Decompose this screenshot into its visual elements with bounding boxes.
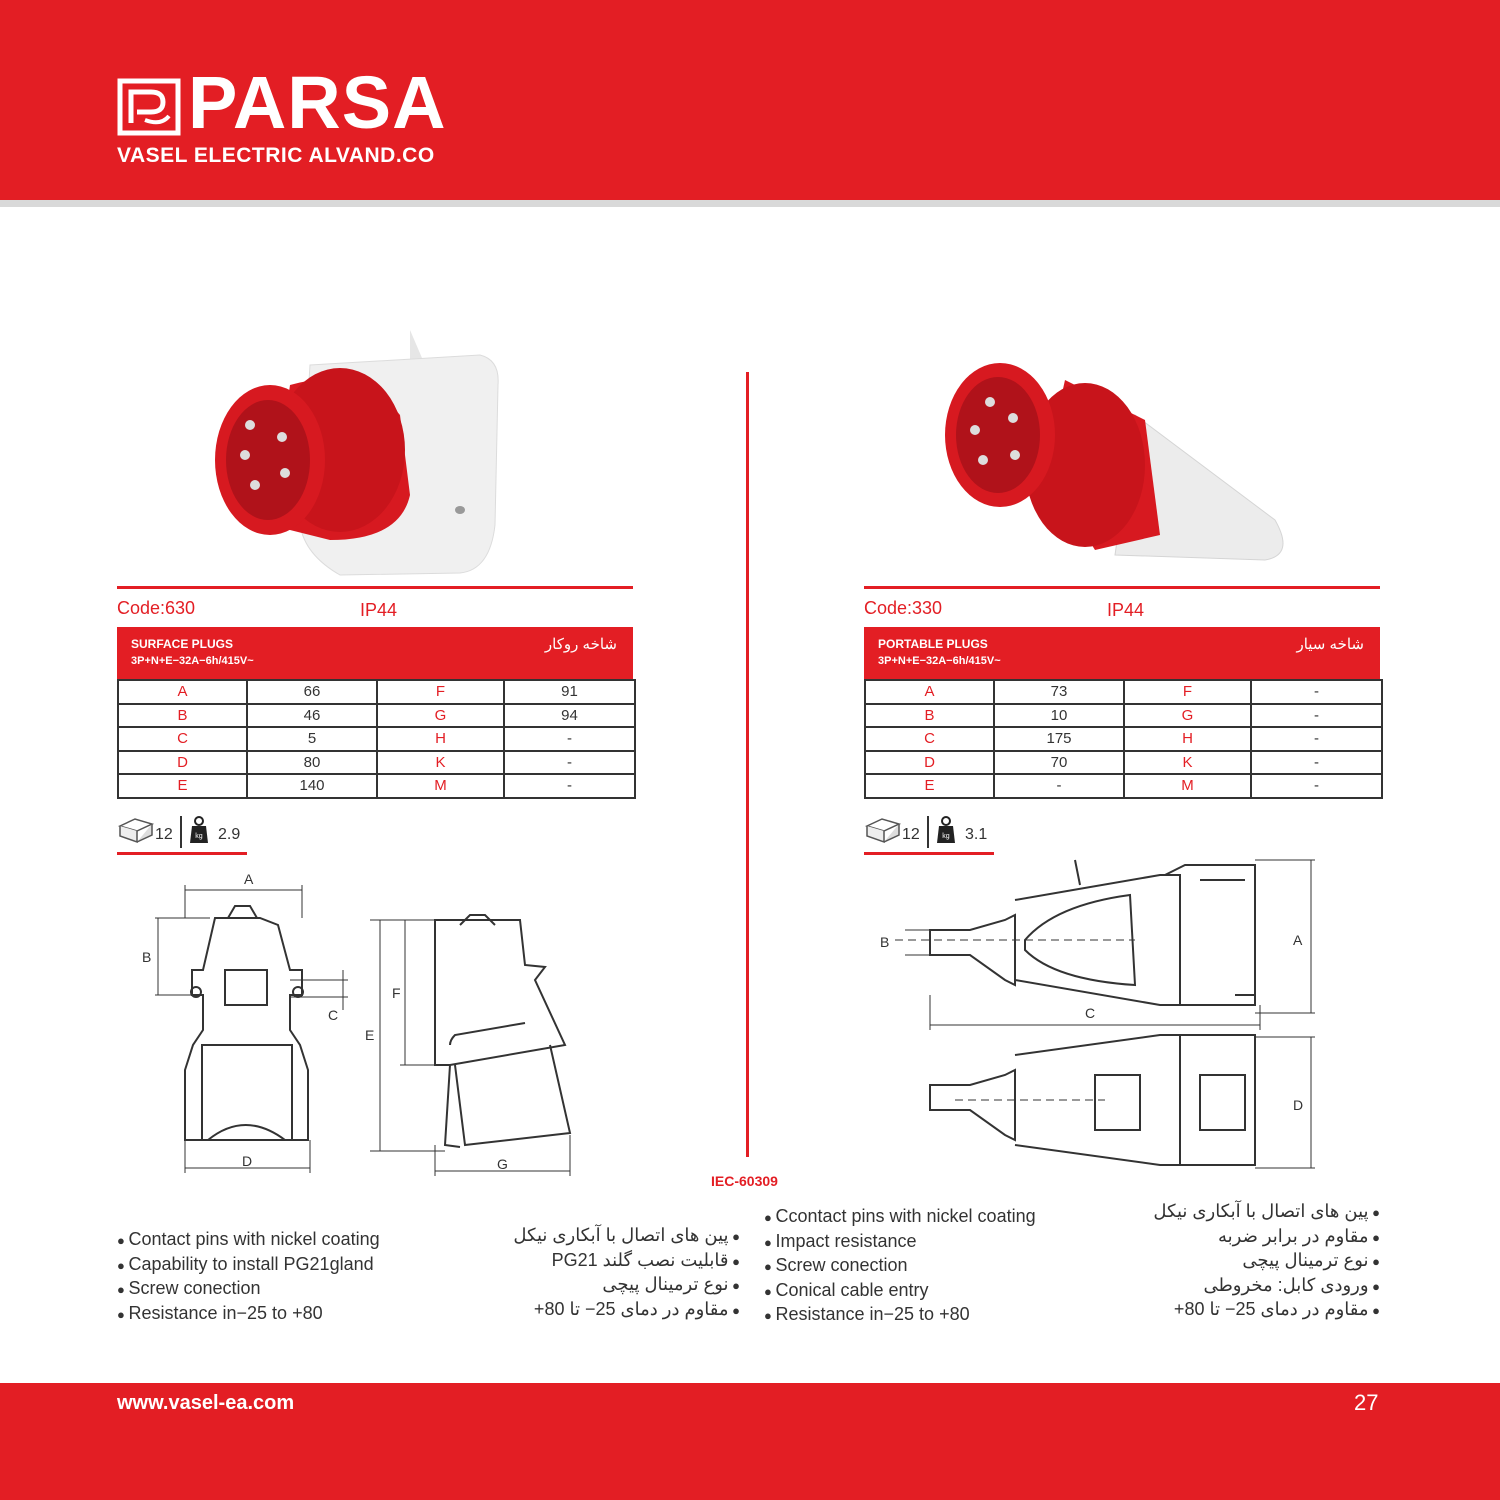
dim-label: D	[865, 751, 994, 775]
weight-value: 2.9	[218, 826, 241, 843]
dim-label: M	[1124, 774, 1251, 798]
box-icon	[117, 814, 155, 844]
dim-value: -	[504, 751, 635, 775]
product-rating: 3P+N+E−32A−6h/415V~	[131, 655, 254, 667]
header-divider	[0, 200, 1500, 207]
dim-value: 5	[247, 727, 377, 751]
dim-label: C	[865, 727, 994, 751]
list-item: ● Ccontact pins with nickel coating	[764, 1205, 1084, 1230]
product-name: PORTABLE PLUGS	[878, 637, 988, 651]
list-item: ● Screw conection	[764, 1254, 1084, 1279]
pack-quantity: 12	[155, 826, 173, 843]
box-icon	[864, 814, 902, 844]
features-en-list	[117, 1228, 447, 1326]
table-row	[118, 774, 635, 798]
dim-e-label: E	[365, 1027, 375, 1043]
dim-label: E	[865, 774, 994, 798]
list-item: ● نوع ترمینال پیچی	[1090, 1249, 1380, 1274]
standard-label: IEC-60309	[711, 1173, 778, 1189]
spec-top-rule	[864, 586, 1380, 589]
dim-label: A	[865, 680, 994, 704]
weight-icon	[189, 816, 209, 844]
list-item: ● ورودی کابل: مخروطی	[1090, 1274, 1380, 1299]
list-item: ● نوع ترمینال پیچی	[440, 1273, 740, 1298]
list-item: ● Resistance in−25 to +80	[117, 1302, 447, 1327]
dim-label: K	[1124, 751, 1251, 775]
dim-value: -	[1251, 751, 1382, 775]
table-row	[865, 774, 1382, 798]
dim-label: G	[377, 704, 504, 728]
table-row	[118, 751, 635, 775]
dim-b-label: B	[142, 949, 152, 965]
dim-value: -	[504, 774, 635, 798]
table-row	[118, 680, 635, 704]
dim-value: 80	[247, 751, 377, 775]
dim-c-label: C	[328, 1007, 339, 1023]
page-number: 27	[1354, 1390, 1379, 1415]
ip-rating: IP44	[1107, 600, 1145, 620]
spec-header	[864, 627, 1380, 679]
dim-c-label: C	[1085, 1005, 1096, 1021]
dimensions-table	[864, 679, 1383, 799]
dim-d-label: D	[1293, 1097, 1304, 1113]
features-fa-list	[1090, 1200, 1380, 1323]
dimensions-table	[117, 679, 636, 799]
dim-b-label: B	[880, 934, 890, 950]
dim-label: D	[118, 751, 247, 775]
dim-value: 140	[247, 774, 377, 798]
dim-a-label: A	[1293, 932, 1303, 948]
dim-value: 94	[504, 704, 635, 728]
portable-plug-drawing	[875, 855, 1315, 1173]
dim-value: 91	[504, 680, 635, 704]
dim-a-label: A	[244, 871, 254, 887]
list-item: ● مقاوم در دمای 25− تا 80+	[440, 1298, 740, 1323]
dim-value: 70	[994, 751, 1124, 775]
dim-value: -	[994, 774, 1124, 798]
dim-label: H	[1124, 727, 1251, 751]
dim-label: A	[118, 680, 247, 704]
surface-plug-photo	[210, 325, 510, 580]
list-item: ● Screw conection	[117, 1277, 447, 1302]
list-item: ● قابلیت نصب گلند PG21	[440, 1249, 740, 1274]
table-row	[865, 751, 1382, 775]
table-row	[118, 727, 635, 751]
company-name: VASEL ELECTRIC ALVAND.CO	[117, 144, 435, 167]
dim-value: -	[1251, 727, 1382, 751]
spec-top-rule	[117, 586, 633, 589]
list-item: ● Impact resistance	[764, 1230, 1084, 1255]
portable-plug-photo	[945, 360, 1295, 575]
dim-label: M	[377, 774, 504, 798]
features-fa-list	[440, 1224, 740, 1322]
dim-label: F	[377, 680, 504, 704]
product-name: SURFACE PLUGS	[131, 637, 234, 651]
dim-value: 46	[247, 704, 377, 728]
brand-name: PARSA	[188, 61, 447, 144]
svg-text:kg: kg	[942, 833, 950, 840]
table-row	[865, 727, 1382, 751]
list-item: ● Capability to install PG21gland	[117, 1253, 447, 1278]
weight-icon	[936, 816, 956, 844]
list-item: ● پین های اتصال با آبکاری نیکل	[1090, 1200, 1380, 1225]
dim-value: -	[1251, 704, 1382, 728]
dim-label: C	[118, 727, 247, 751]
column-divider	[746, 372, 749, 1157]
product-rating: 3P+N+E−32A−6h/415V~	[878, 655, 1001, 667]
dim-label: B	[865, 704, 994, 728]
pack-underline	[117, 852, 247, 855]
dim-label: E	[118, 774, 247, 798]
front-view-drawing	[130, 870, 360, 1175]
pack-separator	[180, 816, 182, 848]
weight-value: 3.1	[965, 826, 988, 843]
dim-label: G	[1124, 704, 1251, 728]
spec-header	[117, 627, 633, 679]
ip-rating: IP44	[360, 600, 398, 620]
dim-value: 10	[994, 704, 1124, 728]
dim-value: 66	[247, 680, 377, 704]
pack-quantity: 12	[902, 826, 920, 843]
logo-mark-icon	[117, 78, 181, 136]
dim-value: -	[504, 727, 635, 751]
side-view-drawing	[360, 895, 585, 1177]
product-code: Code:330	[864, 598, 943, 618]
product-name-fa: شاخه روکار	[544, 636, 617, 653]
dim-label: K	[377, 751, 504, 775]
list-item: ● Resistance in−25 to +80	[764, 1303, 1084, 1328]
list-item: ● Conical cable entry	[764, 1279, 1084, 1304]
dim-f-label: F	[392, 985, 401, 1001]
dim-label: B	[118, 704, 247, 728]
dim-g-label: G	[497, 1156, 508, 1172]
dim-d-label: D	[242, 1153, 253, 1169]
list-item: ● Contact pins with nickel coating	[117, 1228, 447, 1253]
table-row	[865, 680, 1382, 704]
table-row	[118, 704, 635, 728]
product-code: Code:630	[117, 598, 196, 618]
dim-label: H	[377, 727, 504, 751]
dim-value: -	[1251, 680, 1382, 704]
website-link[interactable]: www.vasel-ea.com	[117, 1392, 295, 1414]
product-name-fa: شاخه سیار	[1296, 636, 1364, 653]
dim-value: 175	[994, 727, 1124, 751]
dim-value: 73	[994, 680, 1124, 704]
svg-text:kg: kg	[195, 833, 203, 840]
features-en-list	[764, 1205, 1084, 1328]
dim-value: -	[1251, 774, 1382, 798]
list-item: ● پین های اتصال با آبکاری نیکل	[440, 1224, 740, 1249]
pack-separator	[927, 816, 929, 848]
list-item: ● مقاوم در برابر ضربه	[1090, 1225, 1380, 1250]
list-item: ● مقاوم در دمای 25− تا 80+	[1090, 1298, 1380, 1323]
table-row	[865, 704, 1382, 728]
dim-label: F	[1124, 680, 1251, 704]
